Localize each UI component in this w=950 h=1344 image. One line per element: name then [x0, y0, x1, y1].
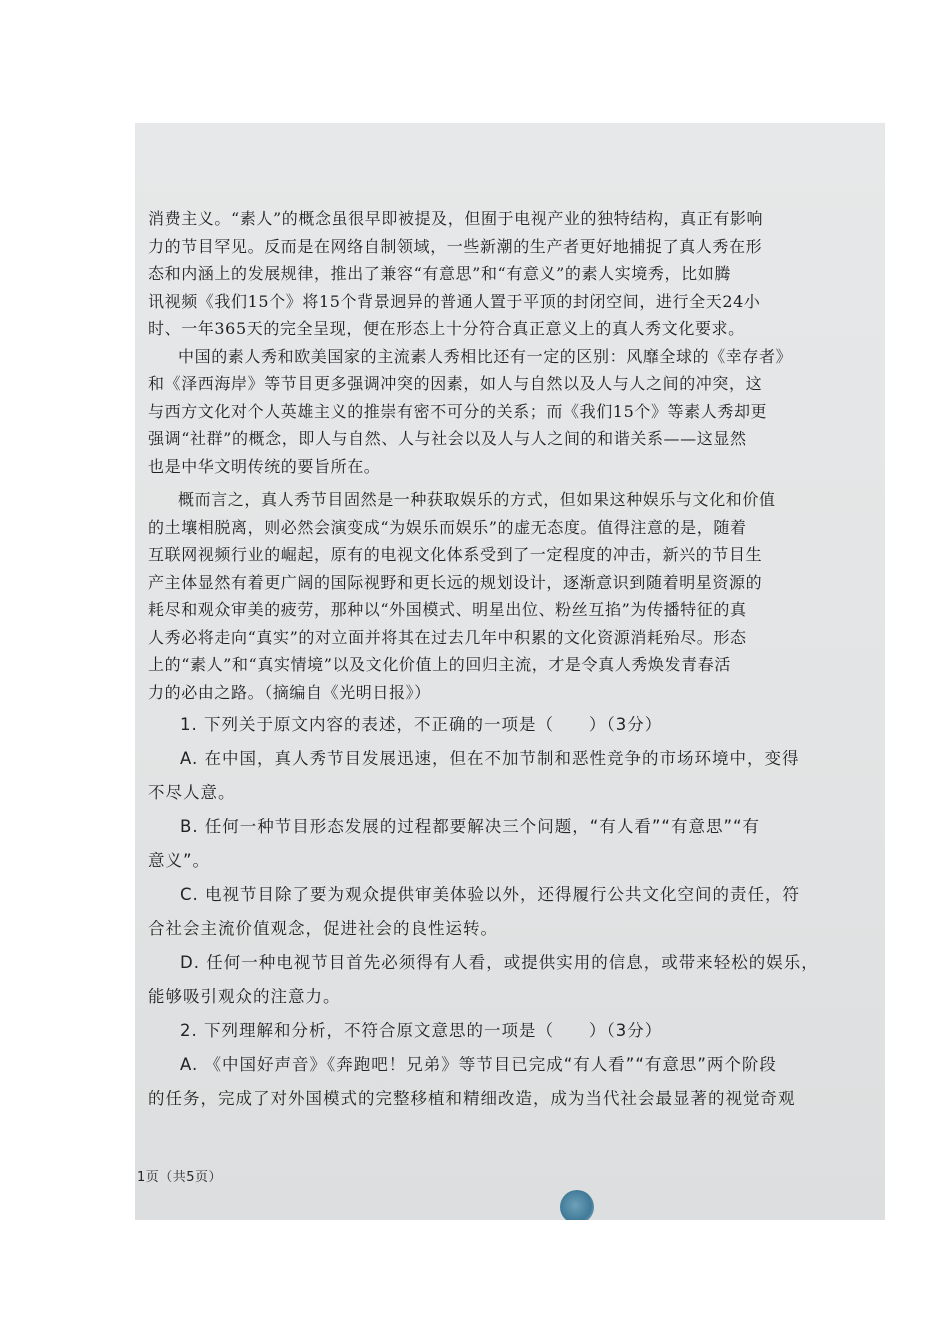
question-1-option-a: A. 在中国，真人秀节目发展迅速，但在不加节制和恶性竞争的市场环境中，变得 — [180, 749, 800, 768]
paragraph-line: 产主体显然有着更广阔的国际视野和更长远的规划设计，逐渐意识到随着明星资源的 — [148, 572, 763, 592]
paragraph-line: 耗尽和观众审美的疲劳，那种以“外国模式、明星出位、粉丝互掐”为传播特征的真 — [148, 600, 747, 619]
paragraph-line: 与西方文化对个人英雄主义的推崇有密不可分的关系；而《我们15个》等素人秀却更 — [148, 401, 768, 421]
question-1-option-c-cont: 合社会主流价值观念，促进社会的良性运转。 — [148, 919, 498, 938]
question-1-option-d: D. 任何一种电视节目首先必须得有人看，或提供实用的信息，或带来轻松的娱乐， — [180, 953, 819, 972]
paragraph-line: 互联网视频行业的崛起，原有的电视文化体系受到了一定程度的冲击，新兴的节目生 — [148, 545, 763, 564]
question-2-stem: 2. 下列理解和分析，不符合原文意思的一项是（ ）（3分） — [180, 1021, 663, 1040]
question-2-option-a-cont: 的任务，完成了对外国模式的完整移植和精细改造，成为当代社会最显著的视觉奇观 — [148, 1089, 796, 1108]
blue-ink-spot — [560, 1190, 594, 1220]
photographed-page — [135, 123, 885, 1220]
question-1-option-c: C. 电视节目除了要为观众提供审美体验以外，还得履行公共文化空间的责任，符 — [180, 885, 801, 904]
question-2-option-a: A. 《中国好声音》《奔跑吧！兄弟》等节目已完成“有人看”“有意思”两个阶段 — [180, 1055, 777, 1074]
question-1-stem: 1. 下列关于原文内容的表述，不正确的一项是（ ）（3分） — [180, 715, 663, 734]
page-content — [148, 205, 828, 1116]
paragraph-line: 强调“社群”的概念，即人与自然、人与社会以及人与人之间的和谐关系——这显然 — [148, 429, 747, 448]
paragraph-line: 消费主义。“素人”的概念虽很早即被提及，但囿于电视产业的独特结构，真正有影响 — [148, 209, 764, 228]
paragraph-line: 力的必由之路。（摘编自《光明日报》） — [148, 682, 431, 702]
paragraph-line: 的土壤相脱离，则必然会演变成“为娱乐而娱乐”的虚无态度。值得注意的是，随着 — [148, 517, 747, 537]
paragraph-line: 和《泽西海岸》等节目更多强调冲突的因素，如人与自然以及人与人之间的冲突，这 — [148, 374, 763, 393]
question-1-option-d-cont: 能够吸引观众的注意力。 — [148, 987, 341, 1006]
paragraph-line: 态和内涵上的发展规律，推出了兼容“有意思”和“有意义”的素人实境秀，比如腾 — [148, 264, 731, 283]
page-number-footer: 1页（共5页） — [137, 1170, 223, 1185]
paragraph-line: 中国的素人秀和欧美国家的主流素人秀相比还有一定的区别：风靡全球的《幸存者》 — [178, 346, 793, 366]
paragraph-line: 时、一年365天的完全呈现，便在形态上十分符合真正意义上的真人秀文化要求。 — [148, 319, 745, 338]
question-1-option-b-cont: 意义”。 — [148, 851, 211, 870]
paragraph-line: 人秀必将走向“真实”的对立面并将其在过去几年中积累的文化资源消耗殆尽。形态 — [148, 627, 747, 647]
paragraph-line: 也是中华文明传统的要旨所在。 — [148, 456, 381, 476]
paragraph-line: 概而言之，真人秀节目固然是一种获取娱乐的方式，但如果这种娱乐与文化和价值 — [178, 490, 776, 509]
question-1-option-a-cont: 不尽人意。 — [148, 783, 236, 802]
question-1-option-b: B. 任何一种节目形态发展的过程都要解决三个问题，“有人看”“有意思”“有 — [180, 817, 761, 836]
paragraph-line: 力的节目罕见。反而是在网络自制领域，一些新潮的生产者更好地捕捉了真人秀在形 — [148, 236, 763, 256]
paragraph-line: 上的“素人”和“真实情境”以及文化价值上的回归主流，才是令真人秀焕发青春活 — [148, 655, 731, 674]
paragraph-line: 讯视频《我们15个》将15个背景迥异的普通人置于平顶的封闭空间，进行全天24小 — [148, 291, 761, 311]
